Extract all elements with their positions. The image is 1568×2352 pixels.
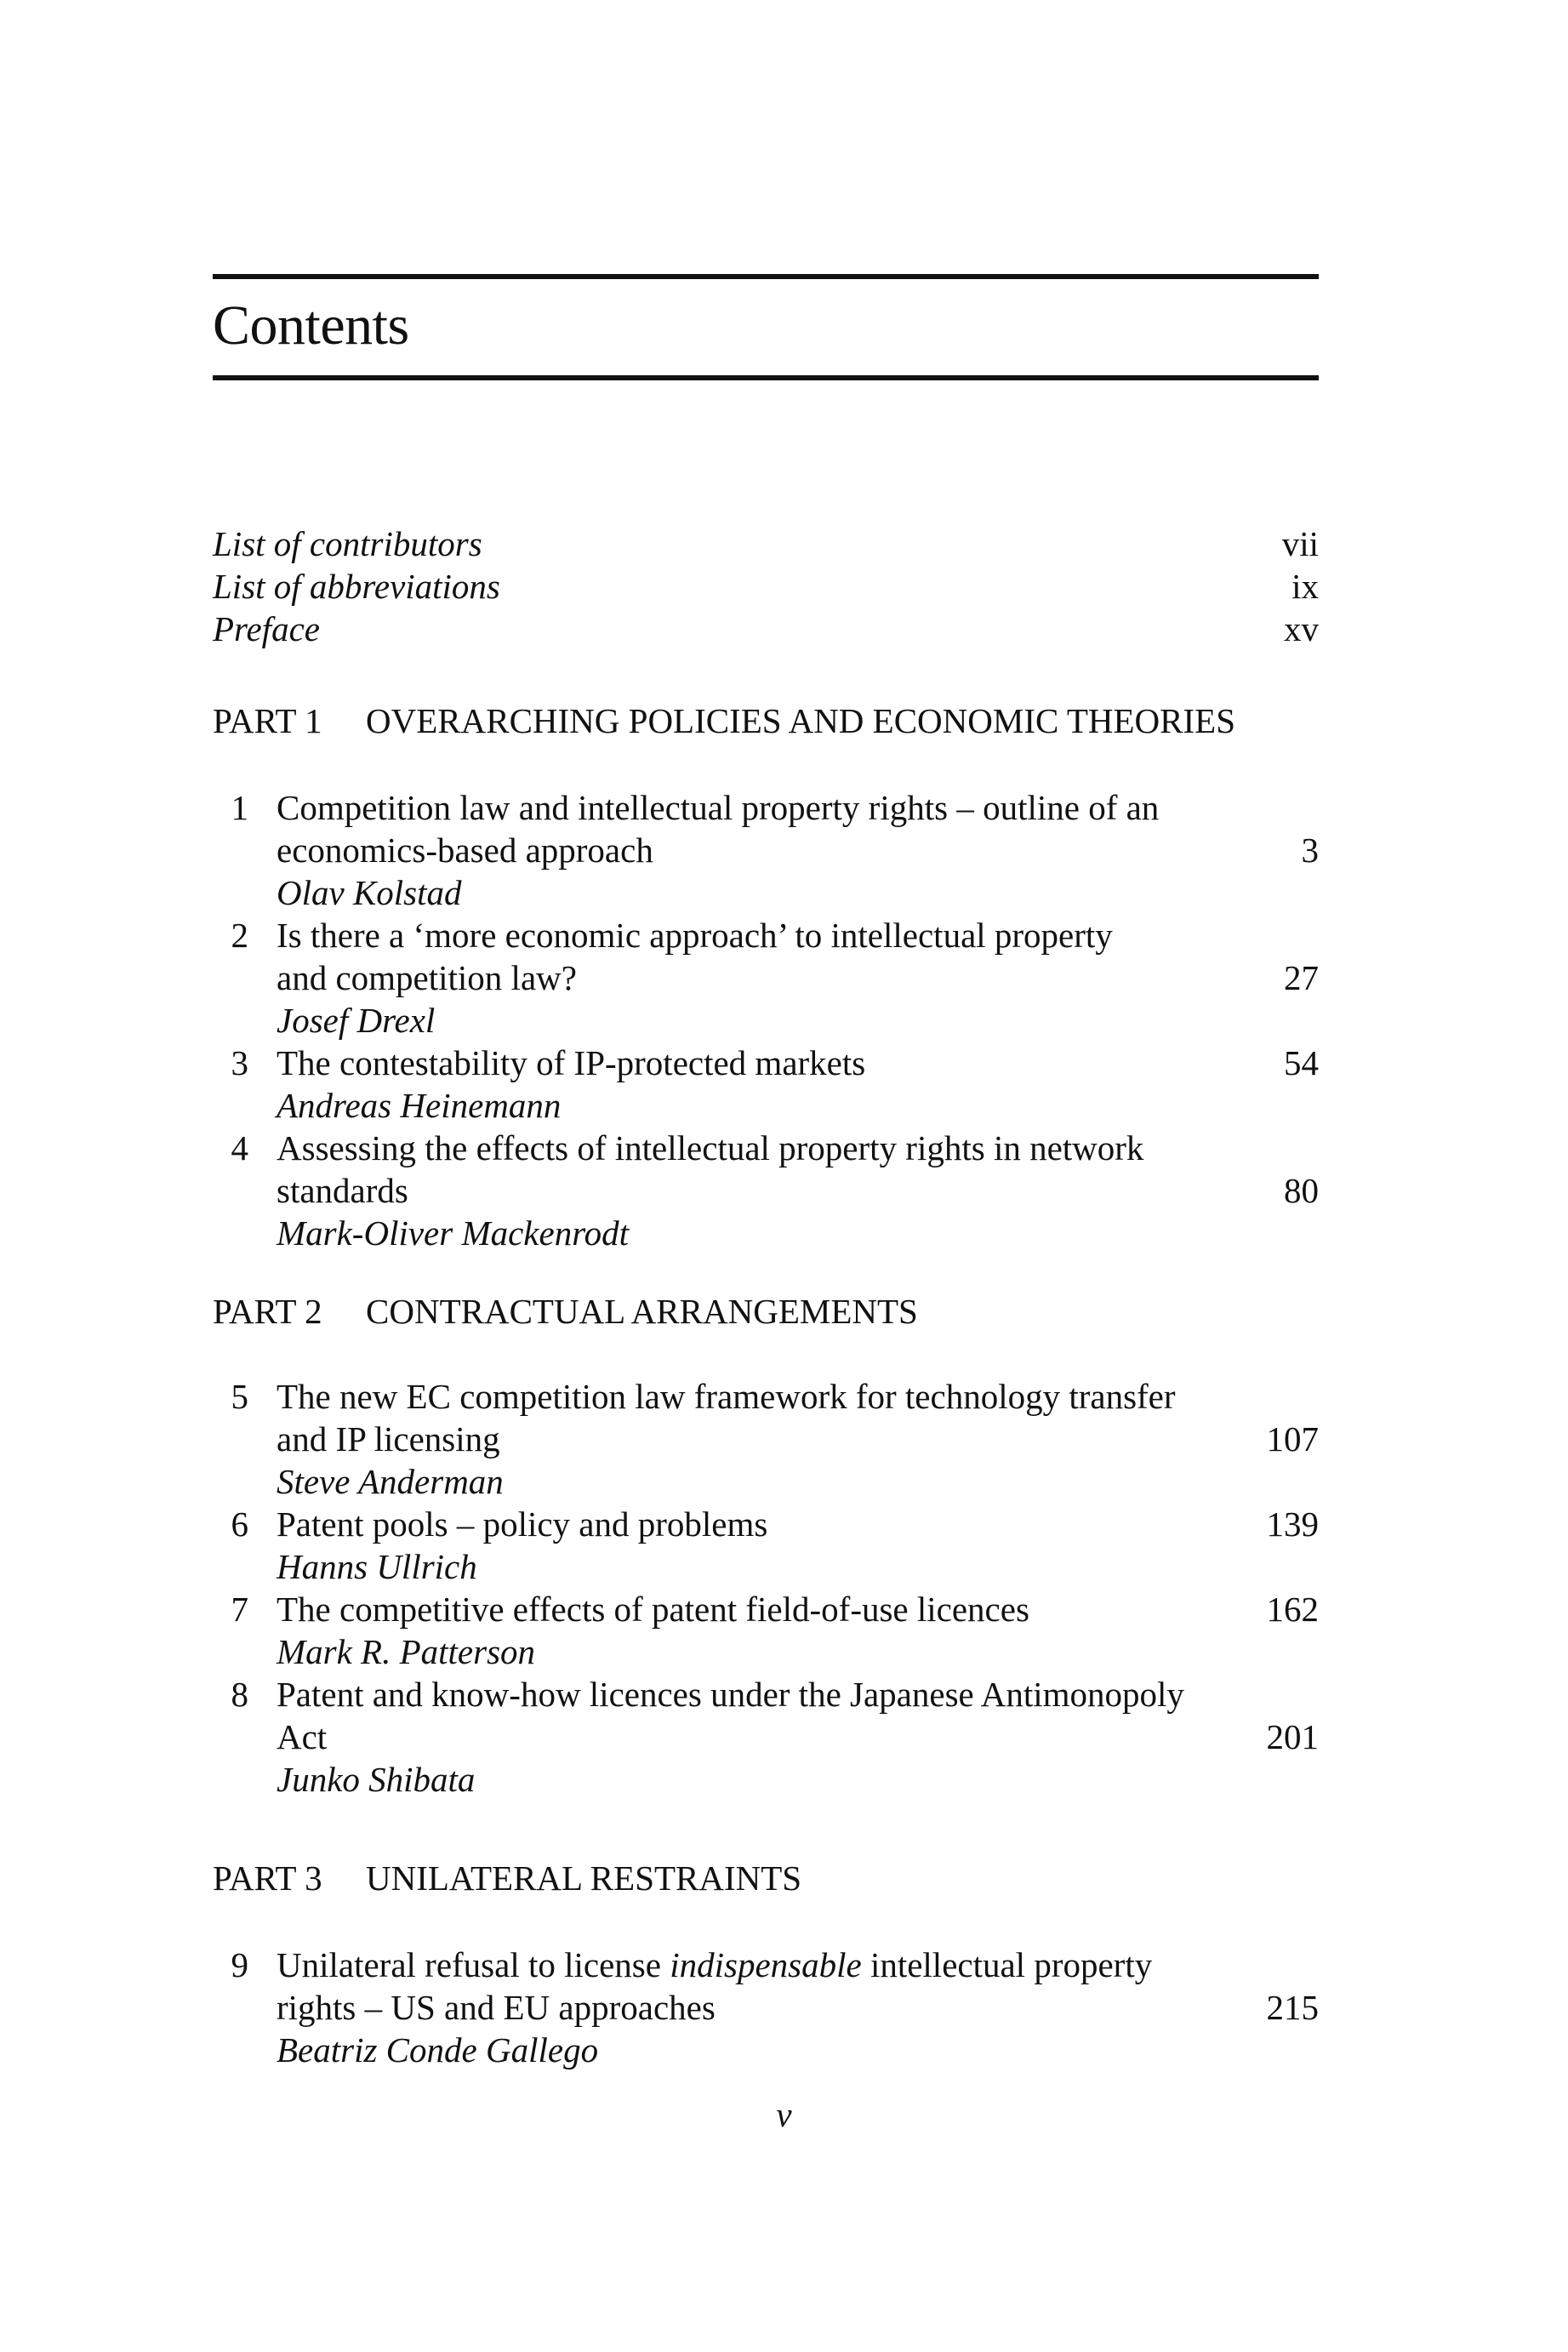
part-title: UNILATERAL RESTRAINTS xyxy=(366,1858,802,1898)
chapter-entry xyxy=(213,914,1319,1042)
front-matter-label: List of abbreviations xyxy=(213,567,500,606)
chapter-number: 7 xyxy=(231,1590,248,1629)
chapter-title-emphasis: indispensable xyxy=(670,1945,862,1984)
chapter-page: 27 xyxy=(1284,958,1319,997)
chapter-title-line: The competitive effects of patent field-of-use licences xyxy=(277,1590,1029,1629)
part-number: PART 1 xyxy=(213,701,322,740)
chapter-author: Steve Anderman xyxy=(277,1462,504,1501)
chapter-entry xyxy=(213,1127,1319,1254)
page-number: v xyxy=(776,2095,792,2134)
chapter-author: Beatriz Conde Gallego xyxy=(277,2030,599,2069)
chapter-number: 1 xyxy=(231,788,248,827)
part-heading xyxy=(213,699,1319,742)
chapter-entry xyxy=(213,1042,1319,1127)
chapter-title-line: Patent pools – policy and problems xyxy=(277,1504,768,1544)
chapter-number: 6 xyxy=(231,1504,248,1544)
chapter-entry xyxy=(213,1503,1319,1588)
chapter-entry xyxy=(213,786,1319,914)
bottom-rule xyxy=(213,375,1319,380)
chapter-page: 201 xyxy=(1266,1717,1319,1756)
front-matter-page: vii xyxy=(1281,524,1319,563)
chapter-page: 139 xyxy=(1266,1504,1319,1544)
part-heading xyxy=(213,1857,1319,1899)
front-matter-list xyxy=(213,522,1319,650)
top-rule xyxy=(213,274,1319,279)
chapter-page: 162 xyxy=(1266,1590,1319,1629)
part-heading xyxy=(213,1290,1319,1333)
chapter-title-line: standards xyxy=(277,1171,408,1210)
chapter-entry xyxy=(213,1944,1319,2071)
chapter-entry xyxy=(213,1588,1319,1673)
chapter-title-line: Is there a ‘more economic approach’ to intellectual property xyxy=(277,916,1113,955)
chapter-author: Olav Kolstad xyxy=(277,873,462,912)
chapter-number: 3 xyxy=(231,1043,248,1082)
part-title: CONTRACTUAL ARRANGEMENTS xyxy=(366,1292,918,1331)
front-matter-item xyxy=(213,608,1319,650)
chapter-number: 5 xyxy=(231,1377,248,1416)
chapter-entry xyxy=(213,1673,1319,1801)
chapter-page: 215 xyxy=(1266,1988,1319,2027)
chapter-title-line: Act xyxy=(277,1717,328,1756)
front-matter-item xyxy=(213,565,1319,608)
chapter-author: Mark-Oliver Mackenrodt xyxy=(277,1213,630,1253)
chapter-title-line: Competition law and intellectual property rights – outline of an xyxy=(277,788,1160,827)
chapter-author: Josef Drexl xyxy=(277,1001,436,1040)
chapter-title-line: and IP licensing xyxy=(277,1419,500,1459)
chapter-entry xyxy=(213,1375,1319,1503)
chapter-list xyxy=(213,1375,1319,1801)
chapter-title-segment: intellectual property xyxy=(861,1945,1153,1984)
part-number: PART 2 xyxy=(213,1292,322,1331)
chapter-title-line: economics-based approach xyxy=(277,831,653,870)
chapter-number: 9 xyxy=(231,1945,248,1984)
chapter-number: 2 xyxy=(231,916,248,955)
chapter-author: Andreas Heinemann xyxy=(277,1086,562,1125)
chapter-title-line: Assessing the effects of intellectual property rights in network xyxy=(277,1128,1144,1167)
front-matter-label: Preface xyxy=(213,609,320,648)
page-title: Contents xyxy=(213,294,409,357)
chapter-title-segment: Unilateral refusal to license xyxy=(277,1945,670,1984)
part-title: OVERARCHING POLICIES AND ECONOMIC THEORIES xyxy=(366,701,1235,740)
chapter-number: 4 xyxy=(231,1128,248,1167)
chapter-list xyxy=(213,1944,1319,2071)
chapter-page: 107 xyxy=(1266,1419,1319,1459)
chapter-author: Junko Shibata xyxy=(277,1760,476,1799)
front-matter-label: List of contributors xyxy=(213,524,482,563)
chapter-title-line: and competition law? xyxy=(277,958,577,997)
chapter-title-line: Patent and know-how licences under the Japanese Antimonopoly xyxy=(277,1675,1184,1714)
chapter-page: 80 xyxy=(1284,1171,1319,1210)
chapter-number: 8 xyxy=(231,1675,248,1714)
chapter-title-line: The new EC competition law framework for technology transfer xyxy=(277,1377,1176,1416)
part-number: PART 3 xyxy=(213,1858,322,1898)
front-matter-page: ix xyxy=(1291,567,1319,606)
front-matter-item xyxy=(213,522,1319,565)
chapter-page: 3 xyxy=(1301,831,1319,870)
chapter-title-line: The contestability of IP-protected markets xyxy=(277,1043,866,1082)
chapter-title-line xyxy=(277,1944,1152,1986)
chapter-author: Mark R. Patterson xyxy=(277,1632,536,1671)
front-matter-page: xv xyxy=(1284,609,1319,648)
chapter-author: Hanns Ullrich xyxy=(277,1547,477,1586)
chapter-page: 54 xyxy=(1284,1043,1319,1082)
chapter-title-line: rights – US and EU approaches xyxy=(277,1988,716,2027)
chapter-list xyxy=(213,786,1319,1254)
